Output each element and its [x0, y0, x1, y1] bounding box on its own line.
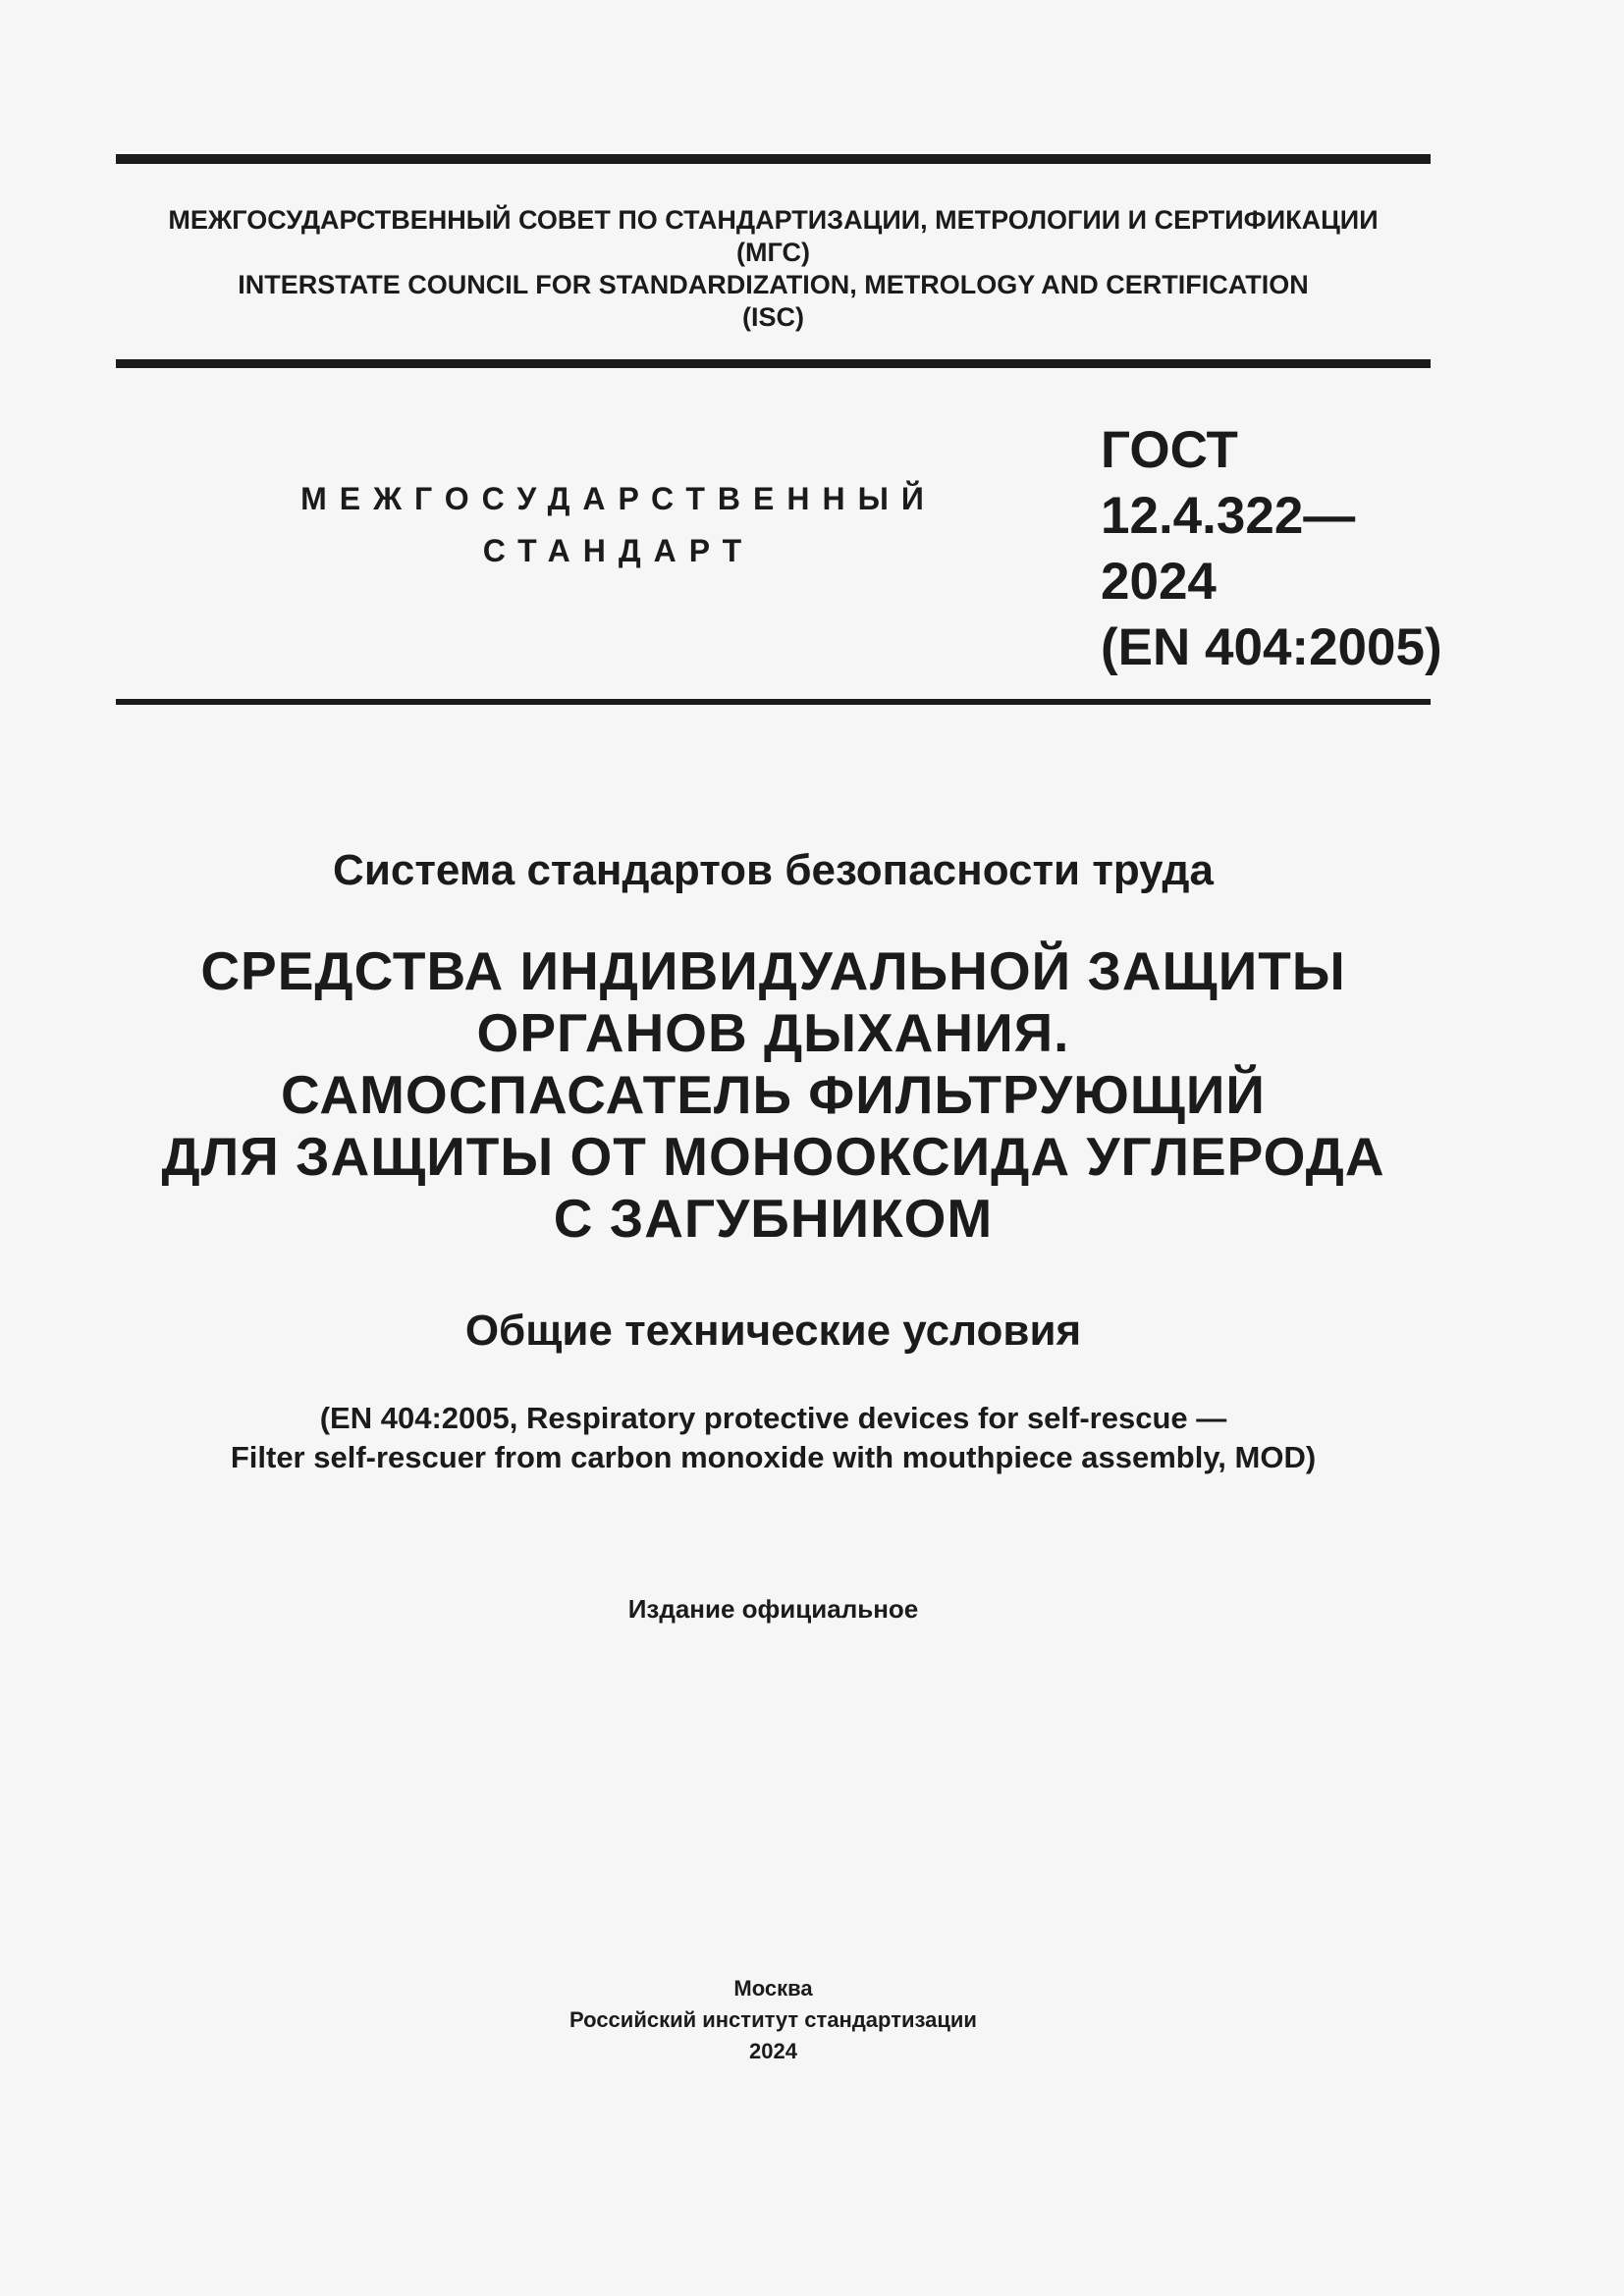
- council-en-name: INTERSTATE COUNCIL FOR STANDARDIZATION, METROLOGY AND CERTIFICATION: [238, 270, 1309, 299]
- main-title: [98, 940, 1448, 1250]
- designation-year: 2024: [1101, 553, 1217, 611]
- main-title-line: СРЕДСТВА ИНДИВИДУАЛЬНОЙ ЗАЩИТЫ: [200, 940, 1346, 1001]
- subtitle: Общие технические условия: [464, 1307, 1082, 1355]
- council-ru-name: МЕЖГОСУДАРСТВЕННЫЙ СОВЕТ ПО СТАНДАРТИЗАЦИИ, МЕТРОЛОГИИ И СЕРТИФИКАЦИИ: [168, 205, 1379, 235]
- main-title-line: ОРГАНОВ ДЫХАНИЯ.: [476, 1002, 1070, 1063]
- edition-note: Издание официальное: [627, 1594, 919, 1624]
- series-title: Система стандартов безопасности труда: [333, 846, 1214, 894]
- standard-type-line1: МЕЖГОСУДАРСТВЕННЫЙ: [300, 481, 937, 516]
- en-reference-line: (EN 404:2005, Respiratory protective devices for self-rescue —: [319, 1401, 1227, 1435]
- main-title-line: С ЗАГУБНИКОМ: [553, 1188, 994, 1249]
- en-reference-line: Filter self-rescuer from carbon monoxide with mouthpiece assembly, MOD): [230, 1440, 1317, 1474]
- main-title-line: ДЛЯ ЗАЩИТЫ ОТ МОНООКСИДА УГЛЕРОДА: [161, 1126, 1385, 1187]
- designation-number: 12.4.322—: [1101, 487, 1356, 545]
- council-en-abbr: (ISC): [742, 302, 804, 332]
- council-ru-abbr: (МГС): [736, 238, 810, 267]
- main-title-line: САМОСПАСАТЕЛЬ ФИЛЬТРУЮЩИЙ: [281, 1064, 1266, 1125]
- en-reference: [98, 1399, 1448, 1477]
- designation-equivalent: (EN 404:2005): [1101, 618, 1442, 676]
- standard-type-line2: СТАНДАРТ: [482, 533, 755, 568]
- header-rule: [116, 359, 1431, 368]
- council-header: [116, 204, 1431, 334]
- imprint-year: 2024: [749, 2039, 797, 2063]
- top-rule: [116, 154, 1431, 164]
- imprint-publisher: Российский институт стандартизации: [569, 2007, 977, 2032]
- imprint-city: Москва: [733, 1976, 813, 2001]
- standard-designation: [1101, 417, 1442, 680]
- designation-prefix: ГОСТ: [1101, 421, 1238, 479]
- imprint: [116, 1973, 1431, 2067]
- standard-type: [275, 473, 962, 577]
- designation-rule: [116, 699, 1431, 705]
